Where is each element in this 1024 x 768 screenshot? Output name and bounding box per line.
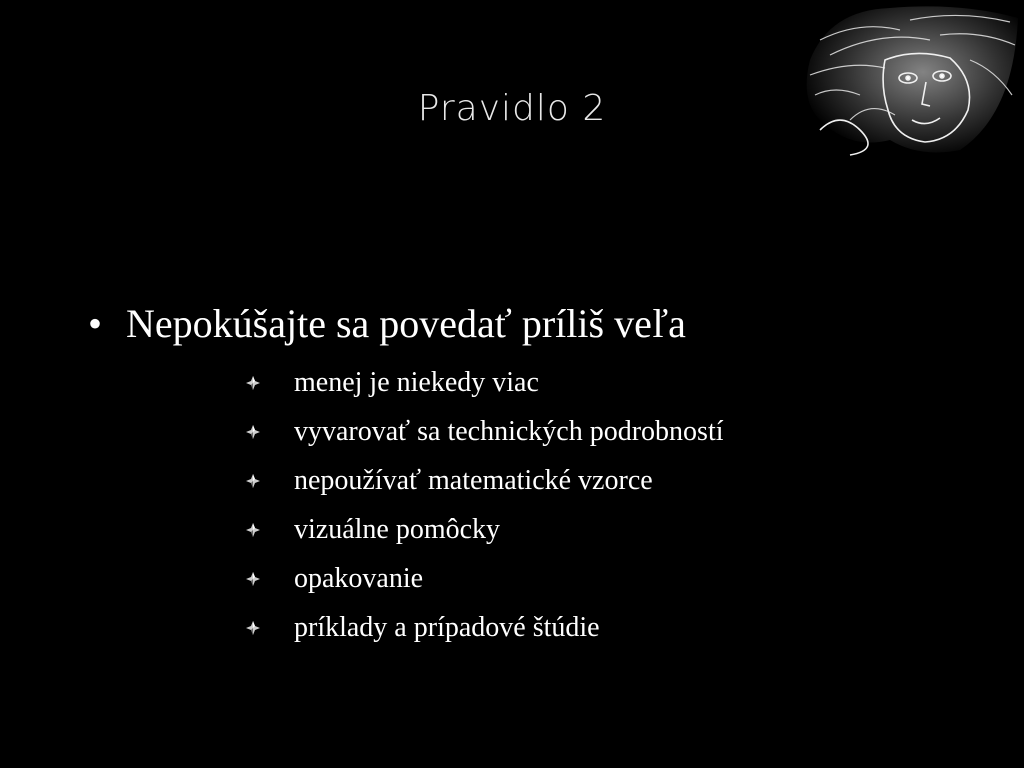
- sub-bullet-text: nepoužívať matematické vzorce: [294, 464, 653, 496]
- sub-bullet-item: [244, 456, 724, 505]
- bullet-dot-icon: •: [88, 301, 103, 346]
- main-bullet-item: [88, 298, 686, 350]
- diamond-star-bullet-icon: [244, 621, 294, 635]
- sub-bullet-text: opakovanie: [294, 562, 424, 594]
- sub-bullet-item: [244, 358, 724, 407]
- sub-bullet-text: príklady a prípadové štúdie: [294, 611, 600, 643]
- face-drawing-decoration: [790, 0, 1024, 160]
- diamond-star-bullet-icon: [244, 425, 294, 439]
- slide-title: Pravidlo 2: [417, 88, 607, 129]
- diamond-star-bullet-icon: [244, 523, 294, 537]
- diamond-star-bullet-icon: [244, 572, 294, 586]
- sub-bullet-text: vizuálne pomôcky: [294, 513, 501, 545]
- sub-bullet-text: menej je niekedy viac: [294, 366, 539, 398]
- sub-bullet-text: vyvarovať sa technických podrobností: [294, 415, 724, 447]
- sub-bullet-item: [244, 603, 724, 652]
- sub-bullet-item: [244, 407, 724, 456]
- diamond-star-bullet-icon: [244, 376, 294, 390]
- sub-bullet-item: [244, 554, 724, 603]
- sub-bullet-list: [244, 358, 724, 652]
- sub-bullet-item: [244, 505, 724, 554]
- diamond-star-bullet-icon: [244, 474, 294, 488]
- main-bullet-text: Nepokúšajte sa povedať príliš veľa: [126, 301, 686, 346]
